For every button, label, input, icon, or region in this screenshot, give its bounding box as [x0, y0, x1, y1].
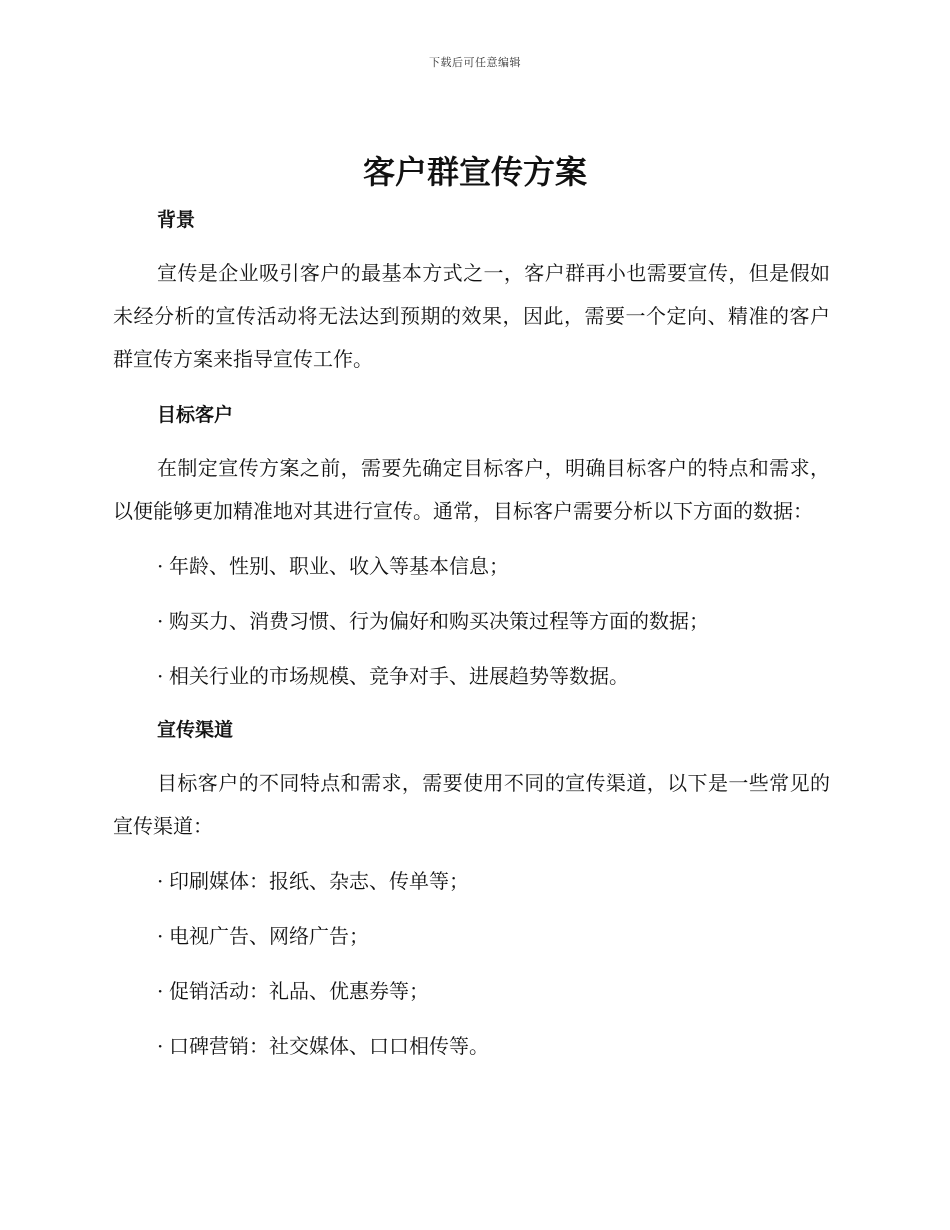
- list-item: [113, 600, 830, 643]
- bullet-dot: ·: [157, 664, 164, 688]
- background-paragraph: 宣传是企业吸引客户的最基本方式之一，客户群再小也需要宣传，但是假如未经分析的宣传活动将无法达到预期的效果，因此，需要一个定向、精准的客户群宣传方案来指导宣传工作。: [113, 261, 830, 371]
- section-heading-channels: 宣传渠道: [157, 719, 234, 741]
- list-item-text: 相关行业的市场规模、竞争对手、进展趋势等数据。: [169, 664, 629, 688]
- list-item-text: 促销活动：礼品、优惠券等；: [169, 979, 429, 1003]
- section-heading-background: 背景: [157, 209, 196, 231]
- list-item: [113, 545, 830, 588]
- bullet-dot: ·: [157, 979, 164, 1003]
- document-body: [113, 200, 830, 1068]
- list-item-text: 购买力、消费习惯、行为偏好和购买决策过程等方面的数据；: [169, 609, 709, 633]
- page-header-note: 下载后可任意编辑: [429, 56, 521, 69]
- bullet-dot: ·: [157, 1034, 164, 1058]
- section-heading-target-customers: 目标客户: [157, 404, 234, 426]
- bullet-dot: ·: [157, 924, 164, 948]
- list-item: [113, 655, 830, 698]
- bullet-dot: ·: [157, 609, 164, 633]
- target-customers-paragraph: 在制定宣传方案之前，需要先确定目标客户，明确目标客户的特点和需求，以便能够更加精准地对其进行宣传。通常，目标客户需要分析以下方面的数据：: [113, 456, 830, 523]
- list-item: [113, 860, 830, 903]
- list-item-text: 口碑营销：社交媒体、口口相传等。: [169, 1034, 489, 1058]
- bullet-dot: ·: [157, 869, 164, 893]
- list-item: [113, 1025, 830, 1068]
- channels-paragraph: 目标客户的不同特点和需求，需要使用不同的宣传渠道，以下是一些常见的宣传渠道：: [113, 771, 830, 838]
- list-item: [113, 970, 830, 1013]
- list-item-text: 电视广告、网络广告；: [169, 924, 369, 948]
- list-item-text: 印刷媒体：报纸、杂志、传单等；: [169, 869, 469, 893]
- document-title: 客户群宣传方案: [362, 153, 587, 191]
- list-item-text: 年龄、性别、职业、收入等基本信息；: [169, 554, 509, 578]
- bullet-dot: ·: [157, 554, 164, 578]
- list-item: [113, 915, 830, 958]
